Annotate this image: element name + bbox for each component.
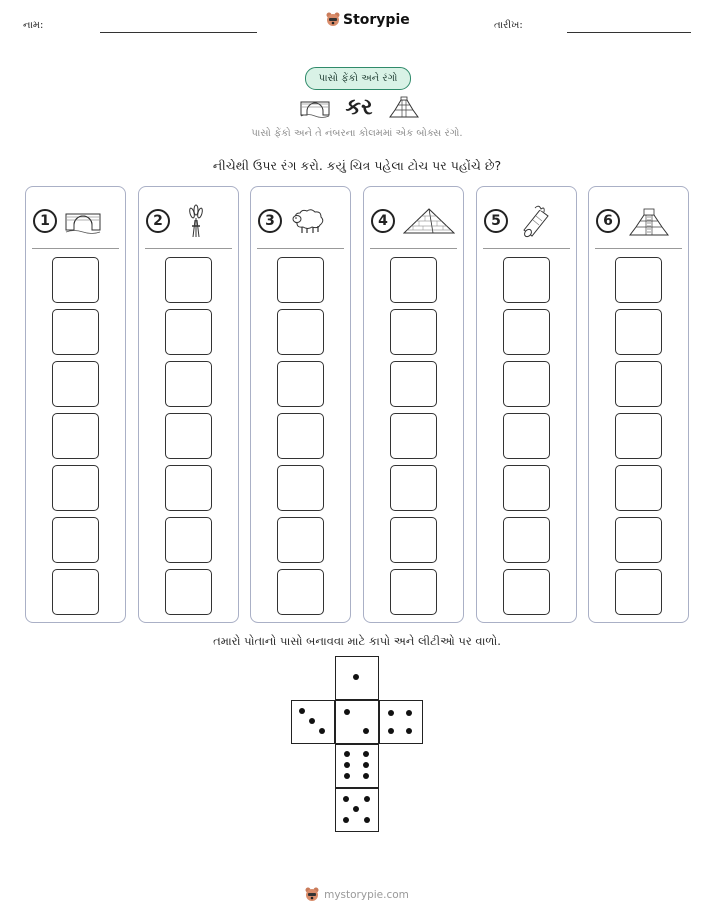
- pip: [343, 796, 349, 802]
- color-box[interactable]: [277, 465, 324, 511]
- color-box[interactable]: [390, 465, 437, 511]
- column-divider: [257, 248, 344, 249]
- color-box[interactable]: [615, 569, 662, 615]
- color-box[interactable]: [615, 517, 662, 563]
- footer: [0, 887, 714, 903]
- color-box[interactable]: [503, 309, 550, 355]
- pyramid-icon: [403, 207, 455, 235]
- bear-icon: [305, 887, 319, 903]
- brand-logo: [326, 12, 410, 28]
- step-pyramid-icon: [628, 205, 670, 237]
- column-divider: [483, 248, 570, 249]
- brand-name: Storypie: [343, 12, 410, 28]
- pip: [363, 751, 369, 757]
- column-5: [476, 186, 577, 623]
- pip: [363, 762, 369, 768]
- bear-icon: [326, 12, 340, 28]
- footer-url[interactable]: mystorypie.com: [324, 889, 409, 901]
- pip: [344, 773, 350, 779]
- step-pyramid-icon: [388, 95, 420, 119]
- die-face-5: [335, 788, 379, 832]
- column-number: 6: [596, 209, 620, 233]
- column-divider: [595, 248, 682, 249]
- date-line[interactable]: [567, 32, 691, 33]
- color-box[interactable]: [390, 569, 437, 615]
- color-box[interactable]: [503, 413, 550, 459]
- column-4: [363, 186, 464, 623]
- color-box[interactable]: [52, 309, 99, 355]
- color-box[interactable]: [52, 413, 99, 459]
- color-box[interactable]: [165, 465, 212, 511]
- color-box[interactable]: [277, 413, 324, 459]
- color-box[interactable]: [165, 309, 212, 355]
- bridge-icon: [65, 208, 101, 234]
- name-label: નામ:: [23, 20, 44, 31]
- sheep-icon: [290, 207, 326, 235]
- color-box[interactable]: [277, 257, 324, 303]
- die-face-4: [379, 700, 423, 744]
- pip: [344, 751, 350, 757]
- pip: [363, 728, 369, 734]
- color-box[interactable]: [615, 465, 662, 511]
- pip: [406, 728, 412, 734]
- color-box[interactable]: [52, 361, 99, 407]
- color-box[interactable]: [503, 517, 550, 563]
- dice-instruction: તમારો પોતાનો પાસો બનાવવા માટે કાપો અને લીટીઓ પર વાળો.: [213, 634, 501, 648]
- color-box[interactable]: [52, 569, 99, 615]
- color-box[interactable]: [277, 517, 324, 563]
- color-box[interactable]: [52, 517, 99, 563]
- color-box[interactable]: [503, 257, 550, 303]
- color-box[interactable]: [390, 413, 437, 459]
- column-number: 4: [371, 209, 395, 233]
- pip: [344, 762, 350, 768]
- pip: [319, 728, 325, 734]
- color-box[interactable]: [390, 257, 437, 303]
- die-face-3: [291, 700, 335, 744]
- color-box[interactable]: [52, 257, 99, 303]
- die-face-6: [335, 744, 379, 788]
- color-box[interactable]: [503, 569, 550, 615]
- activity-badge: પાસો ફેંકો અને રંગો: [305, 67, 411, 90]
- color-box[interactable]: [165, 257, 212, 303]
- color-box[interactable]: [277, 569, 324, 615]
- pip: [353, 674, 359, 680]
- die-face-2: [335, 700, 379, 744]
- color-box[interactable]: [615, 413, 662, 459]
- date-label: તારીખ:: [494, 20, 523, 31]
- pip: [364, 817, 370, 823]
- pip: [388, 728, 394, 734]
- pip: [388, 710, 394, 716]
- color-box[interactable]: [277, 361, 324, 407]
- column-number: 5: [484, 209, 508, 233]
- title-row: [300, 93, 420, 121]
- color-box[interactable]: [503, 465, 550, 511]
- color-box[interactable]: [165, 361, 212, 407]
- color-box[interactable]: [52, 465, 99, 511]
- subtitle: પાસો ફેંકો અને તે નંબરના કોલમમાં એક બોક્સ રંગો.: [251, 128, 463, 139]
- column-divider: [370, 248, 457, 249]
- color-box[interactable]: [390, 361, 437, 407]
- column-1: [25, 186, 126, 623]
- column-2: [138, 186, 239, 623]
- die-face-1: [335, 656, 379, 700]
- color-box[interactable]: [615, 361, 662, 407]
- color-box[interactable]: [390, 517, 437, 563]
- color-box[interactable]: [390, 309, 437, 355]
- pip: [299, 708, 305, 714]
- pip: [309, 718, 315, 724]
- column-6: [588, 186, 689, 623]
- column-divider: [145, 248, 232, 249]
- pip: [344, 709, 350, 715]
- color-box[interactable]: [615, 257, 662, 303]
- page-title: કર: [345, 94, 373, 120]
- name-line[interactable]: [100, 32, 257, 33]
- scroll-icon: [516, 204, 552, 238]
- color-box[interactable]: [277, 309, 324, 355]
- column-divider: [32, 248, 119, 249]
- pip: [406, 710, 412, 716]
- pip: [343, 817, 349, 823]
- pip: [363, 773, 369, 779]
- color-box[interactable]: [165, 413, 212, 459]
- pip: [353, 806, 359, 812]
- column-number: 2: [146, 209, 170, 233]
- bridge-icon: [300, 96, 330, 118]
- column-number: 1: [33, 209, 57, 233]
- column-number: 3: [258, 209, 282, 233]
- color-box[interactable]: [165, 569, 212, 615]
- color-box[interactable]: [615, 309, 662, 355]
- column-3: [250, 186, 351, 623]
- pip: [364, 796, 370, 802]
- color-box[interactable]: [503, 361, 550, 407]
- instruction: નીચેથી ઉપર રંગ કરો. કયું ચિત્ર પહેલા ટોચ પર પહોંચે છે?: [212, 158, 502, 173]
- wheat-icon: [178, 204, 214, 238]
- color-box[interactable]: [165, 517, 212, 563]
